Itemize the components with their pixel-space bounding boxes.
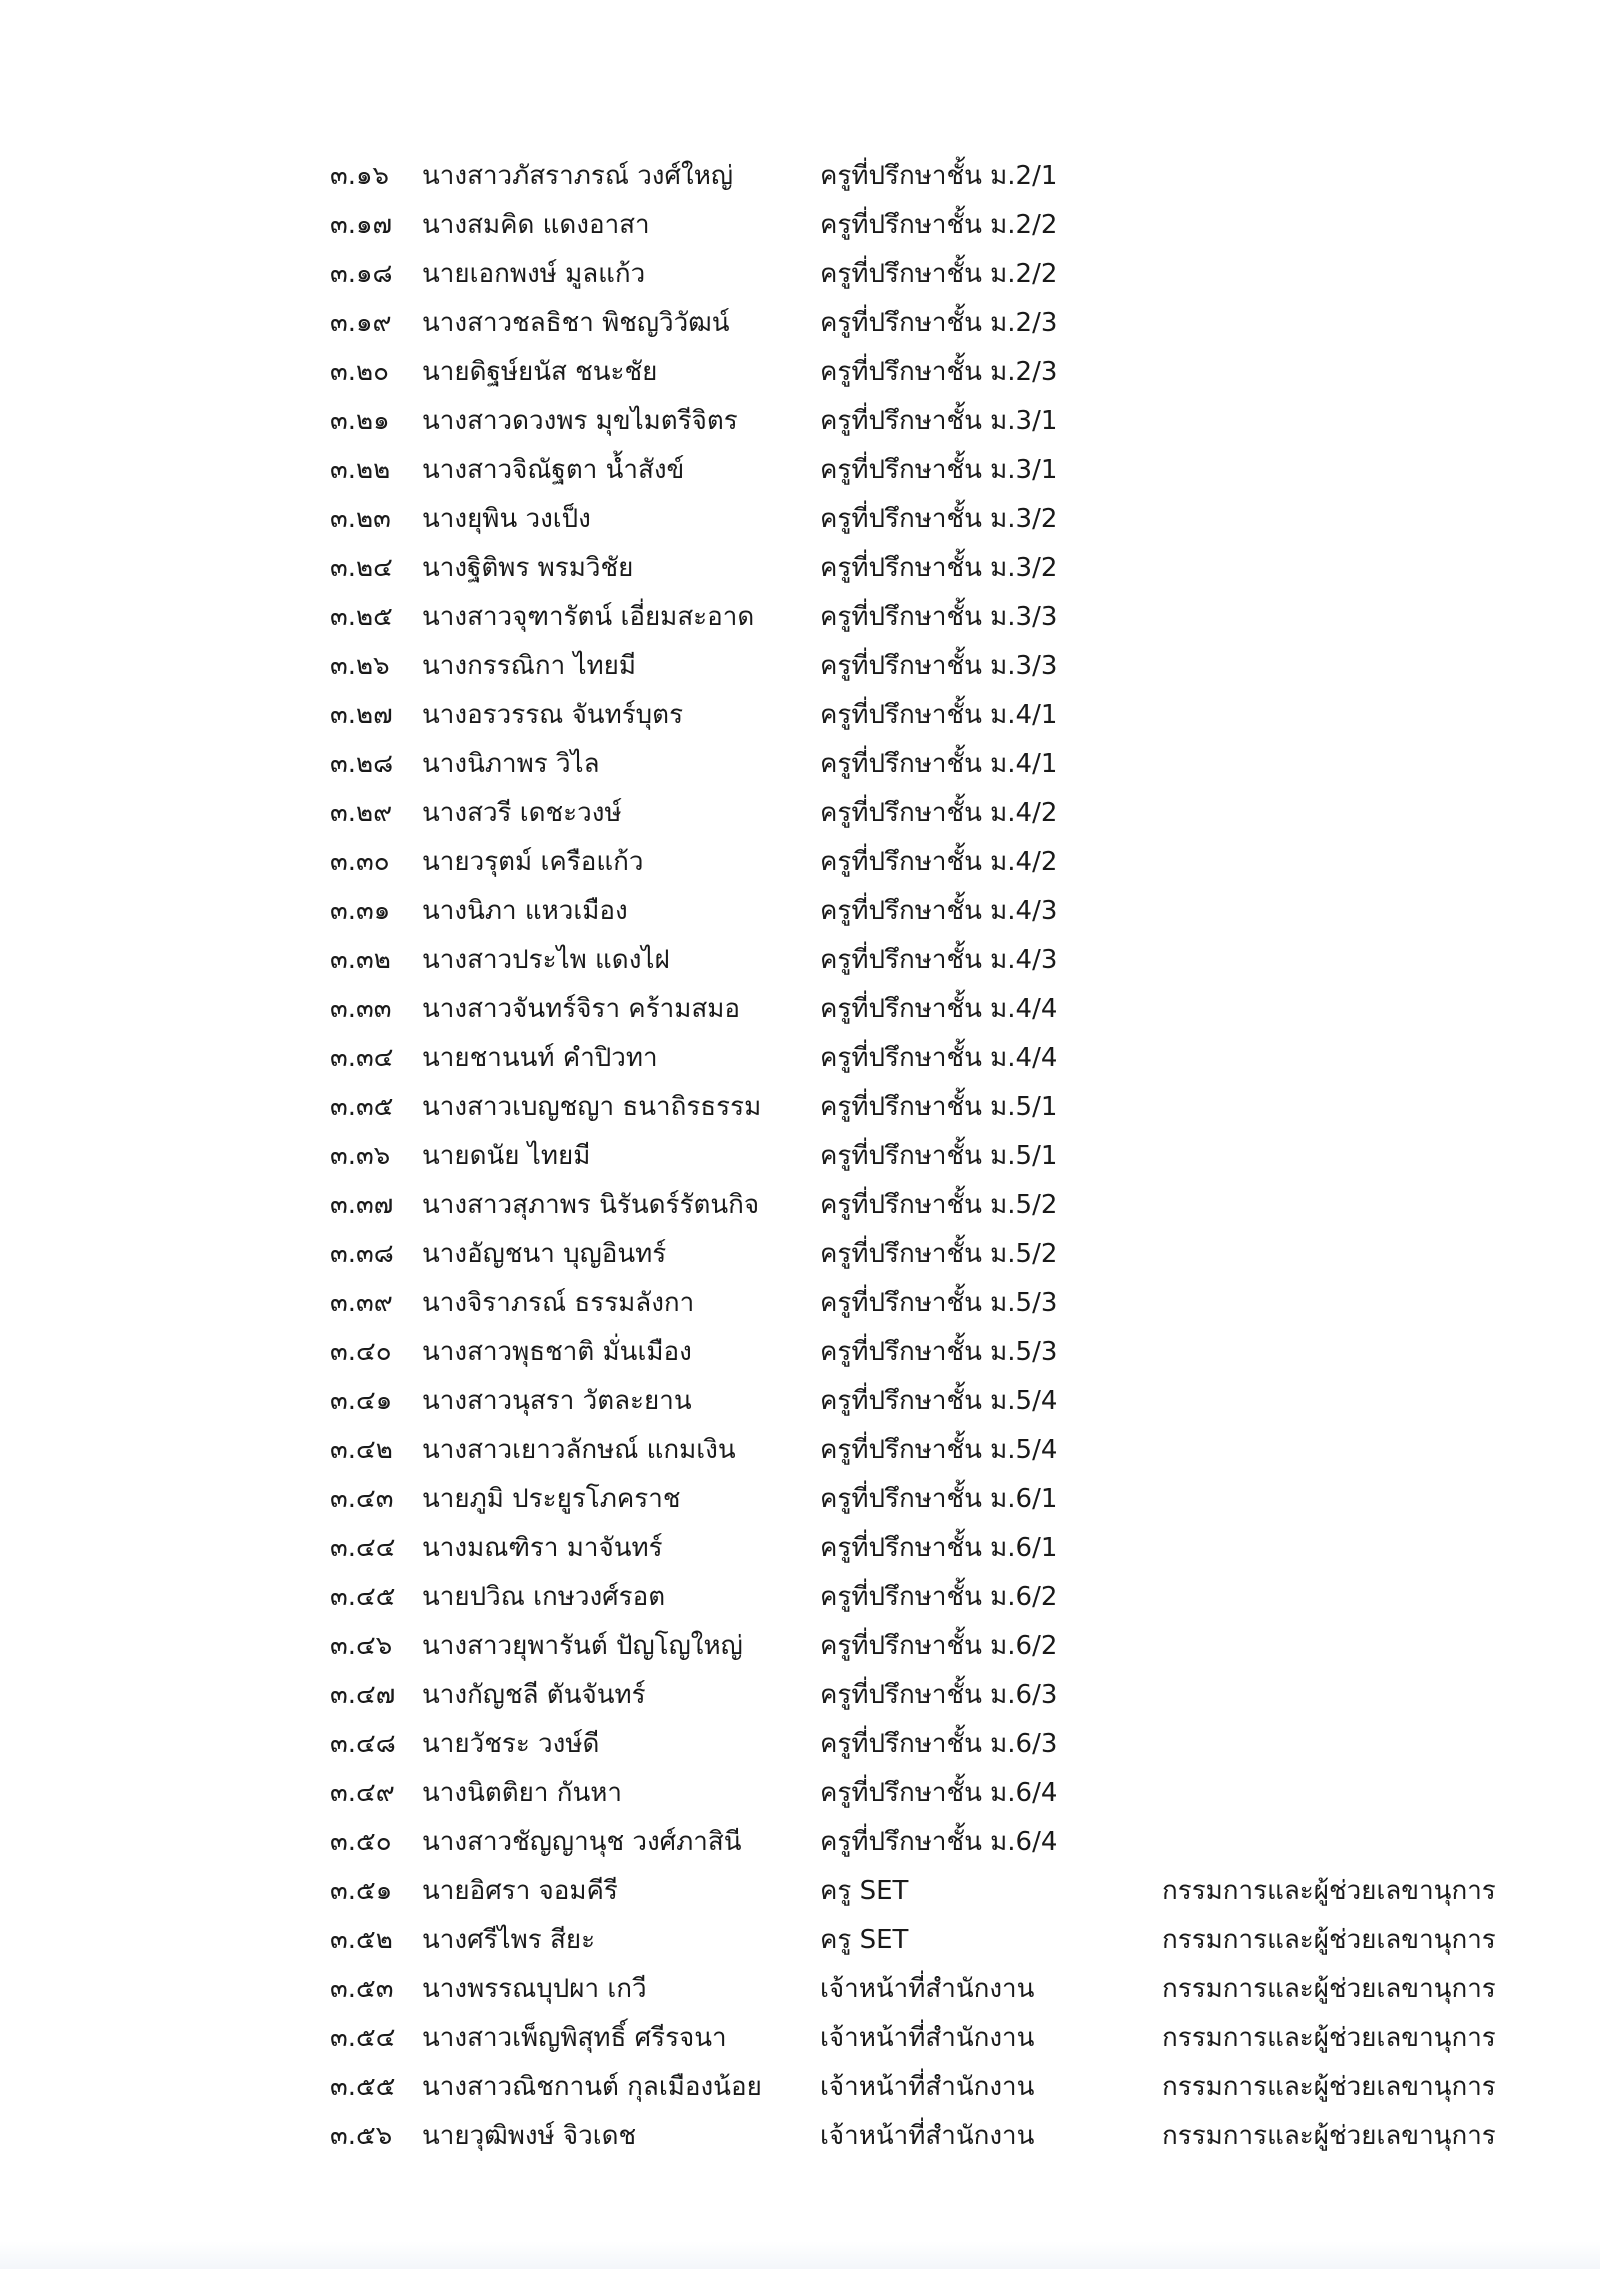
item-number: ๓.๒๘: [330, 749, 394, 779]
member-name: นางสาวเบญชญา ธนาถิรธรรม: [422, 1092, 762, 1122]
list-item: [330, 1234, 1580, 1283]
member-name: นางกรรณิกา ไทยมี: [422, 651, 637, 681]
member-role: เจ้าหน้าที่สำนักงาน: [820, 2023, 1035, 2053]
member-name: นางพรรณบุปผา เกวี: [422, 1974, 647, 2004]
list-item: [330, 450, 1580, 499]
member-name: นางสาวประไพ แดงไฝ: [422, 945, 670, 975]
list-item: [330, 548, 1580, 597]
member-duty: กรรมการและผู้ช่วยเลขานุการ: [1162, 1925, 1496, 1955]
item-number: ๓.๑๘: [330, 259, 393, 289]
member-name: นายอิศรา จอมคีรี: [422, 1876, 618, 1906]
member-duty: กรรมการและผู้ช่วยเลขานุการ: [1162, 2072, 1496, 2102]
list-item: [330, 2116, 1580, 2165]
item-number: ๓.๕๐: [330, 1827, 392, 1857]
member-name: นางสมคิด แดงอาสา: [422, 210, 650, 240]
item-number: ๓.๑๙: [330, 308, 392, 338]
item-number: ๓.๒๐: [330, 357, 390, 387]
member-name: นายวุฒิพงษ์ จิวเดช: [422, 2121, 637, 2151]
list-item: [330, 1528, 1580, 1577]
member-name: นางสาวจันทร์จิรา คร้ามสมอ: [422, 994, 741, 1024]
list-item: [330, 1087, 1580, 1136]
item-number: ๓.๕๖: [330, 2121, 393, 2151]
member-name: นางนิภาพร วิไล: [422, 749, 600, 779]
list-item: [330, 1871, 1580, 1920]
item-number: ๓.๓๗: [330, 1190, 394, 1220]
list-item: [330, 1626, 1580, 1675]
list-item: [330, 1577, 1580, 1626]
item-number: ๓.๒๖: [330, 651, 390, 681]
member-role: ครูที่ปรึกษาชั้น ม.4/3: [820, 896, 1058, 926]
member-name: นางสาวจิณัฐตา น้ำสังข์: [422, 455, 685, 485]
list-item: [330, 1773, 1580, 1822]
list-item: [330, 744, 1580, 793]
member-duty: กรรมการและผู้ช่วยเลขานุการ: [1162, 2121, 1496, 2151]
member-name: นางสาวชัญญานุช วงศ์ภาสินี: [422, 1827, 742, 1857]
item-number: ๓.๔๖: [330, 1631, 393, 1661]
member-role: ครูที่ปรึกษาชั้น ม.5/3: [820, 1337, 1058, 1367]
list-item: [330, 1724, 1580, 1773]
item-number: ๓.๑๖: [330, 161, 390, 191]
member-name: นางจิราภรณ์ ธรรมลังกา: [422, 1288, 695, 1318]
member-role: ครูที่ปรึกษาชั้น ม.6/2: [820, 1631, 1058, 1661]
member-name: นางสาวภัสราภรณ์ วงศ์ใหญ่: [422, 161, 733, 191]
item-number: ๓.๕๑: [330, 1876, 393, 1906]
member-name: นายวัชระ วงษ์ดี: [422, 1729, 600, 1759]
member-role: ครู SET: [820, 1876, 909, 1906]
list-item: [330, 2067, 1580, 2116]
item-number: ๓.๒๗: [330, 700, 393, 730]
item-number: ๓.๒๑: [330, 406, 390, 436]
member-role: ครูที่ปรึกษาชั้น ม.2/3: [820, 357, 1058, 387]
list-item: [330, 1822, 1580, 1871]
item-number: ๓.๑๗: [330, 210, 393, 240]
list-item: [330, 597, 1580, 646]
item-number: ๓.๔๑: [330, 1386, 393, 1416]
list-item: [330, 205, 1580, 254]
list-item: [330, 1381, 1580, 1430]
item-number: ๓.๓๙: [330, 1288, 393, 1318]
item-number: ๓.๒๒: [330, 455, 391, 485]
member-role: ครูที่ปรึกษาชั้น ม.3/1: [820, 406, 1058, 436]
member-role: ครูที่ปรึกษาชั้น ม.6/3: [820, 1680, 1058, 1710]
member-role: ครูที่ปรึกษาชั้น ม.6/3: [820, 1729, 1058, 1759]
member-role: ครูที่ปรึกษาชั้น ม.6/1: [820, 1533, 1058, 1563]
item-number: ๓.๒๙: [330, 798, 393, 828]
member-name: นายดิฐษ์ยนัส ชนะชัย: [422, 357, 658, 387]
list-item: [330, 1479, 1580, 1528]
member-name: นางสาวดวงพร มุขไมตรีจิตร: [422, 406, 738, 436]
member-role: ครูที่ปรึกษาชั้น ม.4/2: [820, 847, 1058, 877]
list-item: [330, 891, 1580, 940]
member-role: ครูที่ปรึกษาชั้น ม.5/4: [820, 1435, 1058, 1465]
member-name: นายเอกพงษ์ มูลแก้ว: [422, 259, 646, 289]
member-role: ครูที่ปรึกษาชั้น ม.3/2: [820, 504, 1058, 534]
list-item: [330, 940, 1580, 989]
member-name: นางสาวเยาวลักษณ์ แกมเงิน: [422, 1435, 736, 1465]
member-duty: กรรมการและผู้ช่วยเลขานุการ: [1162, 1974, 1496, 2004]
member-role: เจ้าหน้าที่สำนักงาน: [820, 2072, 1035, 2102]
member-name: นางสาวชลธิชา พิชญวิวัฒน์: [422, 308, 730, 338]
item-number: ๓.๔๙: [330, 1778, 395, 1808]
member-name: นางฐิติพร พรมวิชัย: [422, 553, 634, 583]
member-role: ครูที่ปรึกษาชั้น ม.5/3: [820, 1288, 1058, 1318]
member-name: นายวรุตม์ เครือแก้ว: [422, 847, 644, 877]
member-role: ครูที่ปรึกษาชั้น ม.5/2: [820, 1190, 1058, 1220]
item-number: ๓.๓๓: [330, 994, 392, 1024]
member-name: นางสาวเพ็ญพิสุทธิ์ ศรีรจนา: [422, 2023, 727, 2053]
member-name: นางนิภา แหวเมือง: [422, 896, 628, 926]
scan-edge-shade: [0, 2241, 1600, 2269]
item-number: ๓.๕๒: [330, 1925, 393, 1955]
member-name: นางนิตติยา กันหา: [422, 1778, 622, 1808]
member-role: ครูที่ปรึกษาชั้น ม.3/3: [820, 651, 1058, 681]
item-number: ๓.๕๓: [330, 1974, 394, 2004]
list-item: [330, 1969, 1580, 2018]
list-item: [330, 1430, 1580, 1479]
list-item: [330, 989, 1580, 1038]
list-item: [330, 646, 1580, 695]
member-role: ครูที่ปรึกษาชั้น ม.2/1: [820, 161, 1058, 191]
member-name: นายปวิณ เกษวงศ์รอต: [422, 1582, 666, 1612]
item-number: ๓.๔๔: [330, 1533, 396, 1563]
member-name: นางสาวสุภาพร นิรันดร์รัตนกิจ: [422, 1190, 760, 1220]
item-number: ๓.๔๐: [330, 1337, 392, 1367]
list-item: [330, 793, 1580, 842]
member-name: นางอัญชนา บุญอินทร์: [422, 1239, 667, 1269]
member-name: นายภูมิ ประยูรโภคราช: [422, 1484, 681, 1514]
list-item: [330, 1675, 1580, 1724]
member-role: ครูที่ปรึกษาชั้น ม.3/1: [820, 455, 1058, 485]
list-item: [330, 156, 1580, 205]
item-number: ๓.๓๒: [330, 945, 391, 975]
member-role: เจ้าหน้าที่สำนักงาน: [820, 1974, 1035, 2004]
item-number: ๓.๓๑: [330, 896, 391, 926]
list-item: [330, 1038, 1580, 1087]
member-name: นางสาวนุสรา วัตละยาน: [422, 1386, 692, 1416]
member-duty: กรรมการและผู้ช่วยเลขานุการ: [1162, 2023, 1496, 2053]
item-number: ๓.๔๗: [330, 1680, 396, 1710]
list-item: [330, 1920, 1580, 1969]
item-number: ๓.๒๔: [330, 553, 393, 583]
list-item: [330, 695, 1580, 744]
member-role: ครูที่ปรึกษาชั้น ม.5/1: [820, 1092, 1058, 1122]
member-role: ครูที่ปรึกษาชั้น ม.4/1: [820, 700, 1058, 730]
member-role: ครูที่ปรึกษาชั้น ม.2/2: [820, 210, 1058, 240]
item-number: ๓.๓๖: [330, 1141, 391, 1171]
member-name: นางยุพิน วงเป็ง: [422, 504, 591, 534]
list-item: [330, 303, 1580, 352]
list-item: [330, 1332, 1580, 1381]
member-role: ครูที่ปรึกษาชั้น ม.6/1: [820, 1484, 1058, 1514]
item-number: ๓.๔๒: [330, 1435, 393, 1465]
list-item: [330, 1136, 1580, 1185]
item-number: ๓.๓๕: [330, 1092, 394, 1122]
member-name: นางสาวพุธชาติ มั่นเมือง: [422, 1337, 692, 1367]
member-role: ครูที่ปรึกษาชั้น ม.4/1: [820, 749, 1058, 779]
member-name: นางสาวจุฑารัตน์ เอี่ยมสะอาด: [422, 602, 755, 632]
member-role: ครูที่ปรึกษาชั้น ม.6/4: [820, 1827, 1058, 1857]
member-role: ครูที่ปรึกษาชั้น ม.4/3: [820, 945, 1058, 975]
member-name: นายชานนท์ คำปิวทา: [422, 1043, 658, 1073]
item-number: ๓.๒๓: [330, 504, 391, 534]
member-role: ครูที่ปรึกษาชั้น ม.4/4: [820, 1043, 1058, 1073]
member-role: ครูที่ปรึกษาชั้น ม.2/3: [820, 308, 1058, 338]
member-name: นายดนัย ไทยมี: [422, 1141, 591, 1171]
member-role: ครูที่ปรึกษาชั้น ม.4/4: [820, 994, 1058, 1024]
member-duty: กรรมการและผู้ช่วยเลขานุการ: [1162, 1876, 1496, 1906]
member-name: นางสวรี เดชะวงษ์: [422, 798, 622, 828]
member-role: ครูที่ปรึกษาชั้น ม.6/2: [820, 1582, 1058, 1612]
list-item: [330, 254, 1580, 303]
item-number: ๓.๓๐: [330, 847, 390, 877]
list-item: [330, 401, 1580, 450]
member-role: เจ้าหน้าที่สำนักงาน: [820, 2121, 1035, 2151]
list-item: [330, 842, 1580, 891]
list-item: [330, 1283, 1580, 1332]
member-name: นางมณฑิรา มาจันทร์: [422, 1533, 663, 1563]
list-item: [330, 2018, 1580, 2067]
member-name: นางศรีไพร สียะ: [422, 1925, 596, 1955]
member-name: นางสาวยุพารันต์ ปัญโญใหญ่: [422, 1631, 743, 1661]
member-role: ครูที่ปรึกษาชั้น ม.3/3: [820, 602, 1058, 632]
item-number: ๓.๔๓: [330, 1484, 394, 1514]
member-role: ครูที่ปรึกษาชั้น ม.5/1: [820, 1141, 1058, 1171]
item-number: ๓.๓๔: [330, 1043, 394, 1073]
item-number: ๓.๔๕: [330, 1582, 396, 1612]
list-item: [330, 499, 1580, 548]
item-number: ๓.๓๘: [330, 1239, 394, 1269]
member-name: นางกัญชลี ตันจันทร์: [422, 1680, 646, 1710]
member-role: ครูที่ปรึกษาชั้น ม.2/2: [820, 259, 1058, 289]
item-number: ๓.๕๔: [330, 2023, 396, 2053]
member-role: ครูที่ปรึกษาชั้น ม.5/2: [820, 1239, 1058, 1269]
member-role: ครู SET: [820, 1925, 909, 1955]
member-role: ครูที่ปรึกษาชั้น ม.5/4: [820, 1386, 1058, 1416]
item-number: ๓.๒๕: [330, 602, 393, 632]
member-name: นางสาวณิชกานต์ กุลเมืองน้อย: [422, 2072, 762, 2102]
member-role: ครูที่ปรึกษาชั้น ม.6/4: [820, 1778, 1058, 1808]
member-role: ครูที่ปรึกษาชั้น ม.3/2: [820, 553, 1058, 583]
member-role: ครูที่ปรึกษาชั้น ม.4/2: [820, 798, 1058, 828]
item-number: ๓.๕๕: [330, 2072, 396, 2102]
list-item: [330, 1185, 1580, 1234]
item-number: ๓.๔๘: [330, 1729, 396, 1759]
committee-member-list: [330, 156, 1580, 2165]
member-name: นางอรวรรณ จันทร์บุตร: [422, 700, 684, 730]
list-item: [330, 352, 1580, 401]
